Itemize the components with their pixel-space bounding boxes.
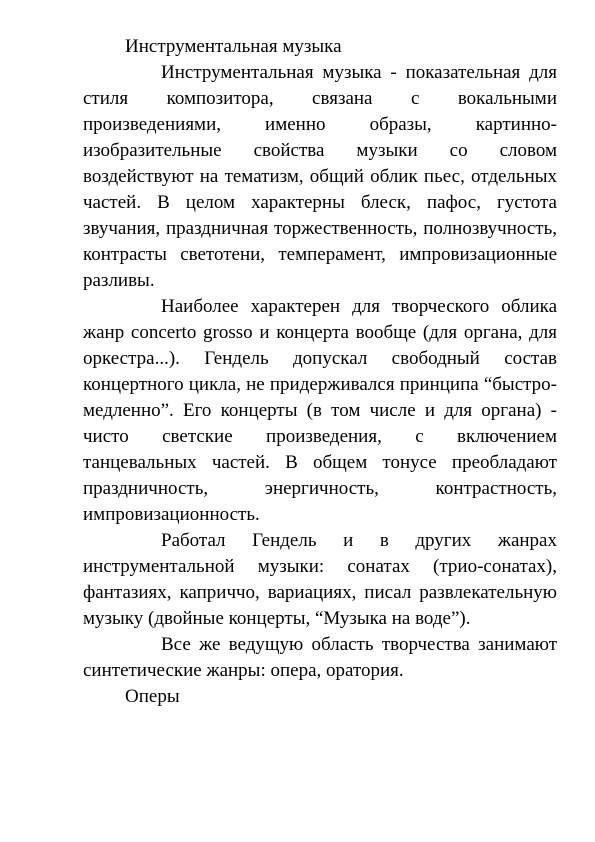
paragraph-synthetic-genres: Все же ведущую область творчества занимают синтетические жанры: опера, оратория. <box>83 634 557 681</box>
section-heading-operas: Оперы <box>125 686 180 707</box>
paragraph-other-genres: Работал Гендель и в других жанрах инструментальной музыки: сонатах (трио-сонатах), фантазиях, каприччо, вариациях, писал развлекательную музыку (двойные концерты, “Музыка на воде”). <box>83 530 557 629</box>
paragraph-instrumental-intro: Инструментальная музыка - показательная для стиля композитора, связана с вокальными произведениями, именно образы, картинно-изобразительные свойства музыки со словом воздействуют на тематизм, общий облик пьес, отдельных частей. В целом характерны блеск, пафос, густота звучания, праздничная торжественность, полнозвучность, контрасты светотени, темперамент, импровизационные разливы. <box>83 62 557 291</box>
paragraph-concerto-grosso: Наиболее характерен для творческого облика жанр concerto grosso и концерта вообще (для органа, для оркестра...). Гендель допускал свободный состав концертного цикла, не придерживался принципа “быстро-медленно”. Его концерты (в том числе и для органа) - чисто светские произведения, с включением танцевальных частей. В общем тонусе преобладают праздничность, энергичность, контрастность, импровизационность. <box>83 296 557 525</box>
page-title: Инструментальная музыка <box>125 36 342 57</box>
document-page <box>83 34 557 710</box>
